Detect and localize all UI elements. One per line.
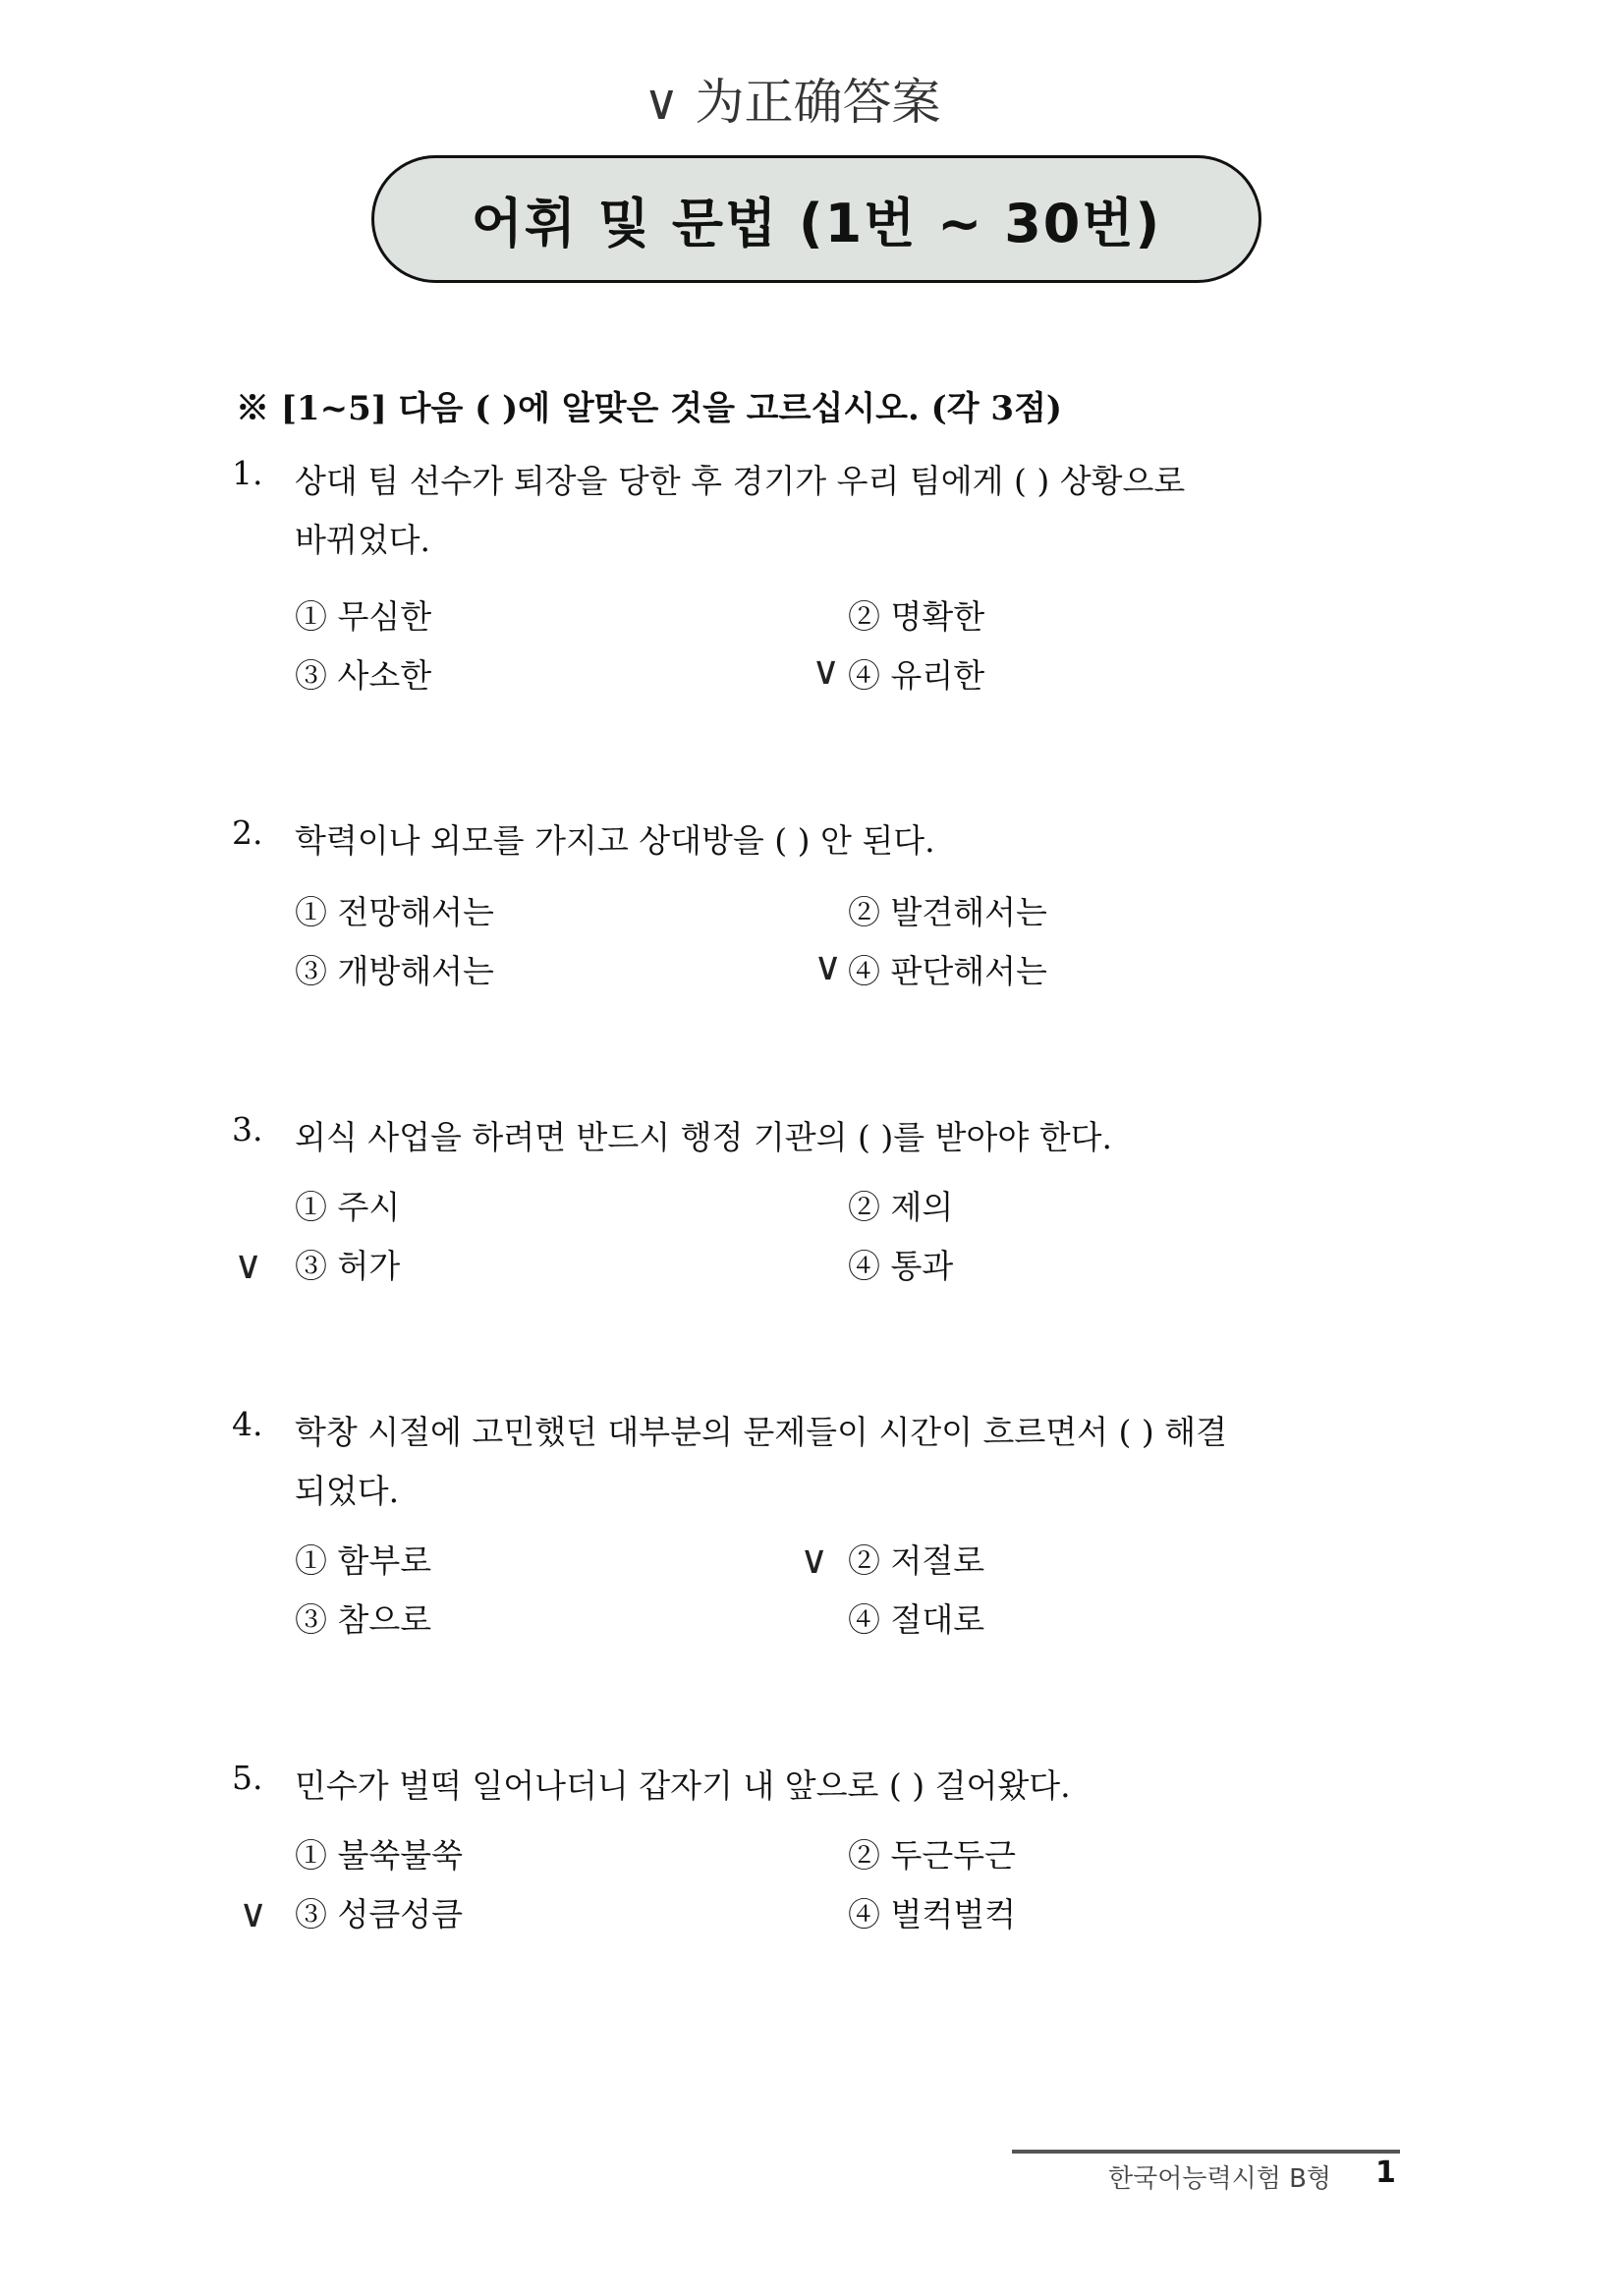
option-1[interactable]: ① 함부로 bbox=[295, 1541, 432, 1580]
footer-rule bbox=[1012, 2150, 1400, 2154]
option-3[interactable]: ③ 성큼성큼 bbox=[295, 1895, 464, 1933]
option-1[interactable]: ① 전망해서는 bbox=[295, 893, 494, 931]
option-1[interactable]: ① 주시 bbox=[295, 1188, 401, 1226]
option-4[interactable]: ④ 판단해서는 bbox=[848, 952, 1047, 990]
option-2[interactable]: ② 제의 bbox=[848, 1188, 954, 1226]
option-3[interactable]: ③ 사소한 bbox=[295, 656, 432, 695]
question-text-line1: 학력이나 외모를 가지고 상대방을 ( ) 안 된다. bbox=[295, 821, 935, 860]
section-title-box bbox=[371, 155, 1261, 283]
page-number: 1 bbox=[1375, 2156, 1396, 2190]
option-3[interactable]: ③ 참으로 bbox=[295, 1600, 432, 1639]
option-1[interactable]: ① 무심한 bbox=[295, 597, 432, 636]
option-2[interactable]: ② 발견해서는 bbox=[848, 893, 1047, 931]
question-number: 3. bbox=[232, 1110, 263, 1148]
option-4[interactable]: ④ 통과 bbox=[848, 1247, 954, 1285]
footer-exam-name: 한국어능력시험 B형 bbox=[1108, 2164, 1332, 2194]
question-number: 1. bbox=[232, 454, 263, 492]
option-2[interactable]: ② 명확한 bbox=[848, 597, 985, 636]
question-number: 2. bbox=[232, 813, 263, 852]
option-3[interactable]: ③ 허가 bbox=[295, 1247, 401, 1285]
question-text-line1: 학창 시절에 고민했던 대부분의 문제들이 시간이 흐르면서 ( ) 해결 bbox=[295, 1413, 1227, 1451]
option-1[interactable]: ① 불쑥불쑥 bbox=[295, 1836, 464, 1875]
option-4[interactable]: ④ 절대로 bbox=[848, 1600, 985, 1639]
question-text-line1: 민수가 벌떡 일어나더니 갑자기 내 앞으로 ( ) 걸어왔다. bbox=[295, 1766, 1071, 1805]
question-text-line1: 외식 사업을 하려면 반드시 행정 기관의 ( )를 받아야 한다. bbox=[295, 1118, 1112, 1156]
question-text-line1: 상대 팀 선수가 퇴장을 당한 후 경기가 우리 팀에게 ( ) 상황으로 bbox=[295, 462, 1186, 500]
question-number: 4. bbox=[232, 1405, 263, 1443]
instruction: ※ [1~5] 다음 ( )에 알맞은 것을 고르십시오. (각 3점) bbox=[236, 389, 1063, 428]
option-3[interactable]: ③ 개방해서는 bbox=[295, 952, 494, 990]
question-text-line2: 바뀌었다. bbox=[295, 521, 431, 559]
correct-check-icon: ∨ bbox=[813, 944, 843, 989]
option-4[interactable]: ④ 유리한 bbox=[848, 656, 985, 695]
correct-check-icon: ∨ bbox=[239, 1891, 268, 1936]
option-2[interactable]: ② 두근두근 bbox=[848, 1836, 1017, 1875]
option-4[interactable]: ④ 벌컥벌컥 bbox=[848, 1895, 1017, 1933]
section-title: 어휘 및 문법 (1번 ~ 30번) bbox=[471, 192, 1162, 254]
correct-check-icon: ∨ bbox=[812, 648, 841, 694]
correct-check-icon: ∨ bbox=[800, 1538, 829, 1583]
answer-note: ∨ 为正确答案 bbox=[644, 74, 941, 131]
question-number: 5. bbox=[232, 1759, 263, 1797]
correct-check-icon: ∨ bbox=[234, 1243, 263, 1288]
option-2[interactable]: ② 저절로 bbox=[848, 1541, 985, 1580]
question-text-line2: 되었다. bbox=[295, 1472, 400, 1510]
